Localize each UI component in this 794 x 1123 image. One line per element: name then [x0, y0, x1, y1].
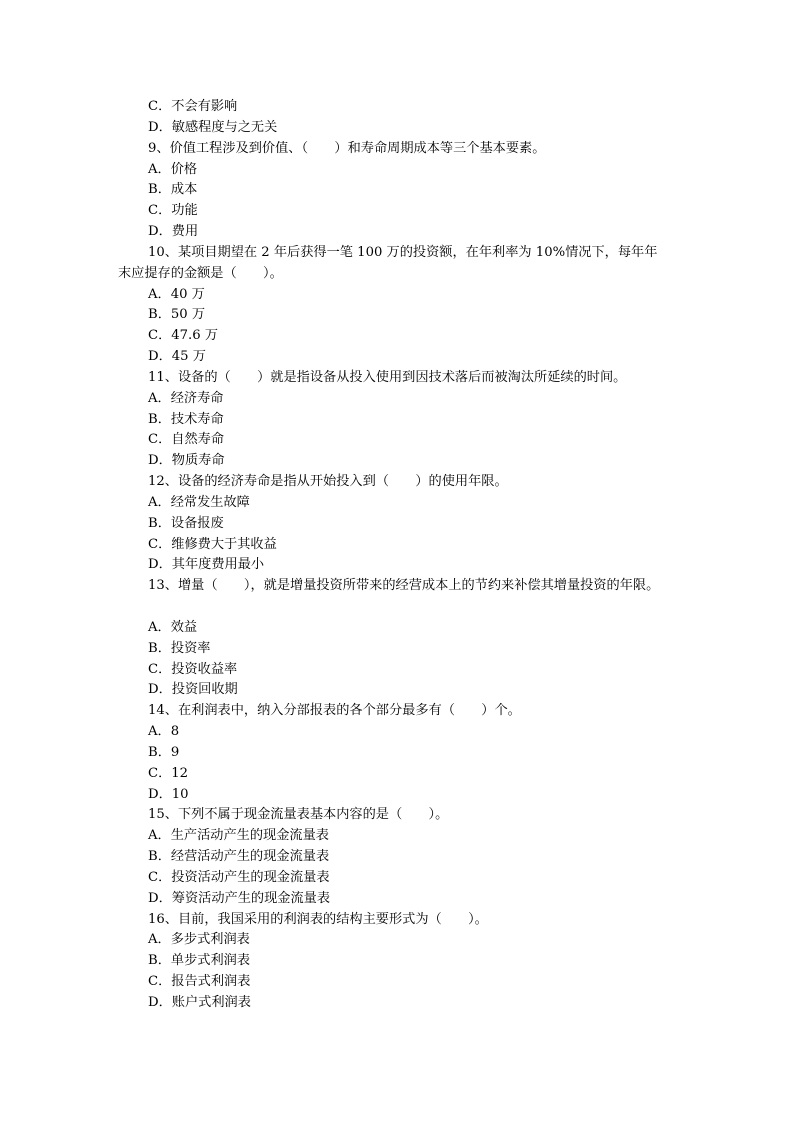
option-line: C．投资活动产生的现金流量表	[148, 870, 330, 885]
option-line: B．经营活动产生的现金流量表	[148, 849, 330, 864]
option-line: A．8	[148, 724, 180, 739]
option-line: B．投资率	[148, 641, 211, 656]
option-line: B．单步式利润表	[148, 953, 251, 968]
option-line: D．账户式利润表	[148, 995, 251, 1010]
option-line: B．设备报废	[148, 516, 224, 531]
option-line: D．敏感程度与之无关	[148, 120, 278, 135]
option-line: A．生产活动产生的现金流量表	[148, 828, 329, 843]
option-line: C．自然寿命	[148, 432, 225, 447]
option-line: D．投资回收期	[148, 682, 238, 697]
option-line: D．筹资活动产生的现金流量表	[148, 891, 331, 906]
option-line: A．价格	[148, 162, 198, 177]
option-line: A．多步式利润表	[148, 932, 250, 947]
option-line: D．物质寿命	[148, 453, 225, 468]
option-line: C．47.6 万	[148, 328, 219, 343]
option-line: B．50 万	[148, 307, 206, 322]
option-line: D．其年度费用最小	[148, 557, 265, 572]
question-line: 12、设备的经济寿命是指从开始投入到（ ）的使用年限。	[148, 474, 508, 489]
option-line: A．经济寿命	[148, 391, 224, 406]
question-line: 10、某项目期望在 2 年后获得一笔 100 万的投资额，在年利率为 10%情况下，每年年	[148, 245, 658, 260]
question-line: 15、下列不属于现金流量表基本内容的是（ ）。	[148, 807, 449, 822]
option-line: B．技术寿命	[148, 412, 224, 427]
option-line: A．效益	[148, 620, 198, 635]
option-line: D．费用	[148, 224, 199, 239]
option-line: C．不会有影响	[148, 99, 238, 114]
question-line: 14、在利润表中，纳入分部报表的各个部分最多有（ ）个。	[148, 703, 521, 718]
option-line: D．10	[148, 787, 189, 802]
option-line: D．45 万	[148, 349, 206, 364]
question-line: 9、价值工程涉及到价值、（ ）和寿命周期成本等三个基本要素。	[148, 141, 546, 156]
option-line: C．12	[148, 766, 189, 781]
question-line: 11、设备的（ ）就是指设备从投入使用到因技术落后而被淘汰所延续的时间。	[148, 370, 627, 385]
option-line: B．成本	[148, 182, 198, 197]
option-line: C．投资收益率	[148, 662, 238, 677]
option-line: C．维修费大于其收益	[148, 537, 277, 552]
question-line: 13、增量（ ），就是增量投资所带来的经营成本上的节约来补偿其增量投资的年限。	[148, 578, 660, 593]
option-line: A．经常发生故障	[148, 495, 250, 510]
question-continuation-line: 末应提存的金额是（ ）。	[118, 266, 283, 281]
option-line: B．9	[148, 745, 180, 760]
option-line: C．功能	[148, 203, 198, 218]
option-line: C．报告式利润表	[148, 974, 251, 989]
option-line: A．40 万	[148, 287, 205, 302]
question-line: 16、目前，我国采用的利润表的结构主要形式为（ ）。	[148, 912, 488, 927]
